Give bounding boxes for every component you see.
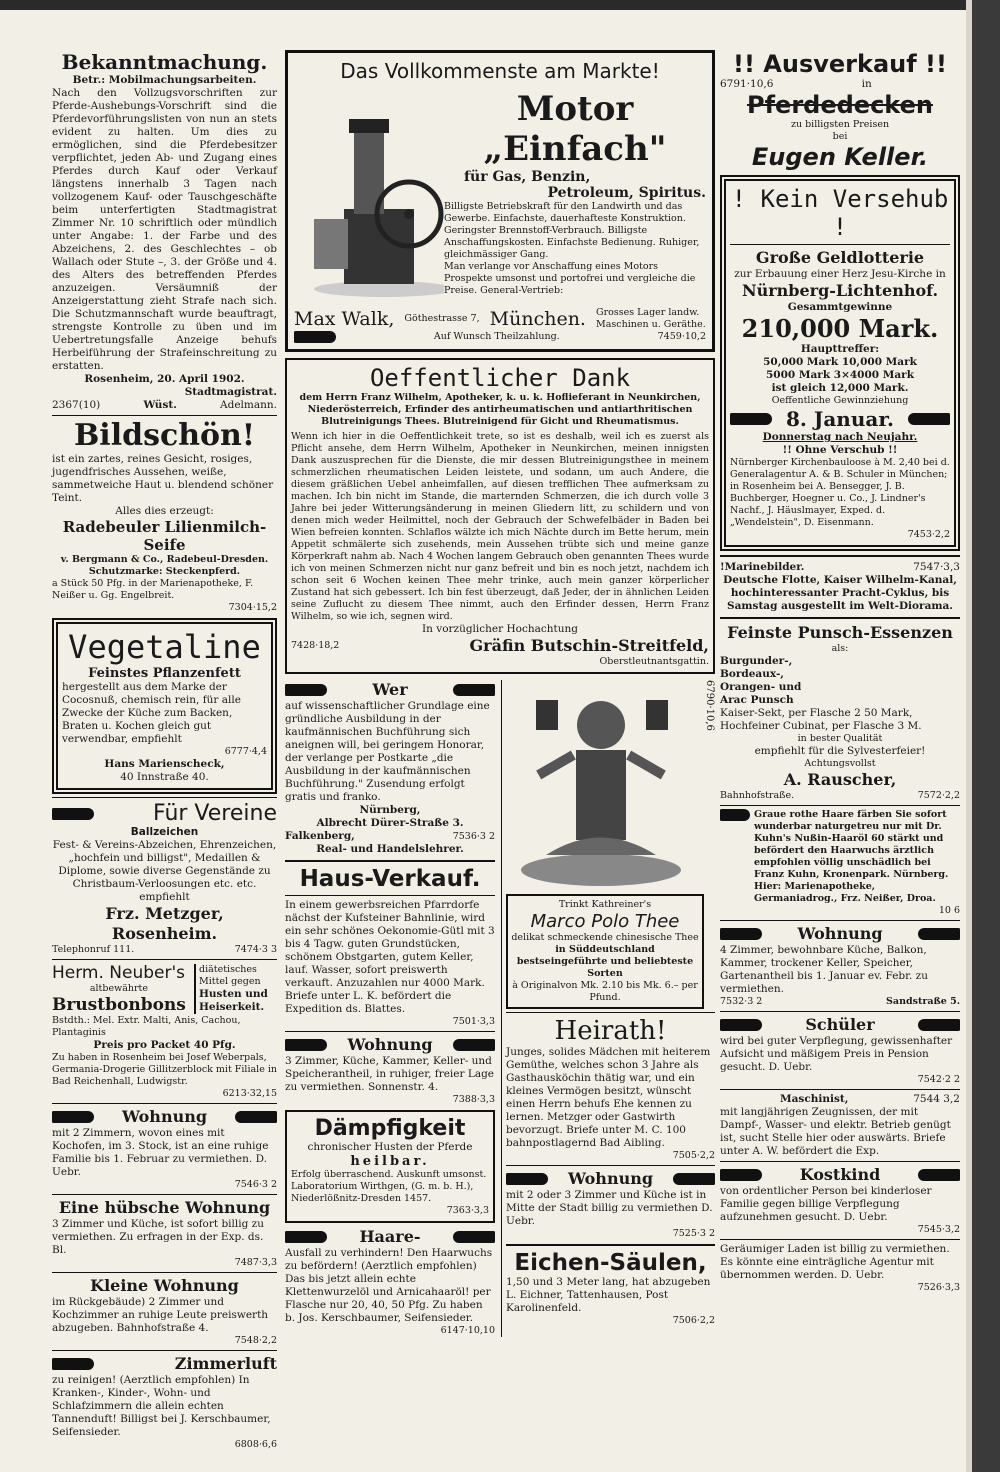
kl-num: 7548·2,2 (234, 1335, 277, 1346)
kv-haupt: Haupttreffer: (800, 343, 880, 355)
haus-text: In einem gewerbsreichen Pfarrdorfe nächst der Kufsteiner Bahnlinie, wird ein sehr schönes Oekonomie-Gütl mit 3 bis 4 Tagw. guten Grundstücken, schönem Obstgarten, gutem Keller, lauf. Wasser, sofort preiswerth verkauft. Anzuzahlen nur 4000 Mark. Briefe unter L. K. befördert die Expedition ds. Blattes. (285, 899, 495, 1015)
ver-firm: Frz. Metzger, Rosenheim. (105, 904, 224, 943)
divider (285, 1031, 495, 1032)
pun-emp: empfiehlt für die Sylvesterfeier! (754, 745, 926, 757)
bek-sig2: Adelmann. (220, 399, 277, 411)
divider (506, 1244, 715, 1246)
ver-text1: Ballzeichen (130, 826, 199, 838)
motor-num: 7459·10,2 (657, 331, 706, 342)
kv-lot: Große Geldlotterie (755, 248, 925, 267)
pun-title: Feinste Punsch-Essenzen (727, 623, 953, 642)
hub-title: Eine hübsche Wohnung (58, 1198, 271, 1217)
pointing-hand-icon (918, 1169, 960, 1181)
divider (506, 1012, 715, 1013)
aus-in: in (861, 78, 872, 90)
veg-num: 6777·4,4 (224, 746, 267, 757)
haar-num: 6147·10,10 (440, 1325, 495, 1336)
pun-qual: in bester Qualität (797, 733, 883, 744)
pointing-hand-icon (52, 1111, 94, 1123)
pun-sekt: Kaiser-Sekt, per Flasche 2 50 Mark, (720, 707, 913, 719)
motor-footer (294, 307, 706, 331)
aus-row (720, 78, 960, 91)
daem-num: 7363·3,3 (446, 1205, 489, 1216)
zim-text: zu reinigen! (Aerztlich empfohlen) In Kranken-, Kinder-, Wohn- und Schlafzimmern die allein echten Tannenduft! Billigst bei J. Kerschbaumer, Seifensieder. (52, 1374, 271, 1438)
kv-sum: 210,000 Mark. (741, 314, 939, 343)
divider (720, 1089, 960, 1090)
sch-num: 7542·2 2 (917, 1074, 960, 1085)
sch-text: wird bei guter Verpflegung, gewissenhafter Aufsicht und mäßigem Preis in Pension gesucht. D. Uebr. (720, 1035, 953, 1073)
pun-addr: Bahnhofstraße. (720, 790, 795, 801)
neuber-header (52, 963, 277, 1015)
kv-t2: 5000 Mark 3×4000 Mark (766, 369, 914, 381)
motor-bottom (294, 331, 706, 343)
pointing-hand-icon (720, 1019, 762, 1031)
dank-title: Oeffentlicher Dank (369, 364, 631, 392)
hub-text: 3 Zimmer und Küche, ist sofort billig zu vermiethen. Zu erfragen in der Exp. ds. Bl. (52, 1218, 264, 1256)
haus-title: Haus-Verkauf. (299, 866, 481, 892)
thee-price: à Originalvon Mk. 2.10 bis Mk. 6.– per Pfund. (512, 980, 698, 1003)
marco-polo-ad (506, 894, 704, 1009)
daem-heil: heilbar. (350, 1154, 430, 1169)
sch-title: Schüler (805, 1015, 875, 1034)
veg-sub: Feinstes Pflanzenfett (88, 666, 241, 681)
pointing-hand-icon (52, 1358, 94, 1370)
kv-num: 7453·2,2 (907, 529, 950, 540)
lad-num: 7526·3,3 (917, 1282, 960, 1293)
eich-text: 1,50 und 3 Meter lang, hat abzugeben L. Eichner, Tattenhausen, Post Karolinenfeld. (506, 1276, 711, 1314)
thee-sub: delikat schmeckende chinesische Thee (511, 932, 699, 943)
kv-lot2: zur Erbauung einer Herz Jesu-Kirche in (734, 268, 946, 280)
aus-price: zu billigsten Preisen (790, 119, 890, 130)
bild-title: Bildschön! (73, 418, 256, 453)
kv-date-row (730, 407, 950, 431)
veg-title: Vegetaline (68, 628, 261, 666)
daem-text2: Erfolg überraschend. Auskunft umsonst. Laboratorium Wirthgen, (G. m. b. H.), Niederlößnitz-Dresden 1457. (291, 1169, 487, 1204)
kv-text: Nürnberger Kirchenbauloose à M. 2,40 bei d. Generalagentur A. & B. Schuler in München; in Rosenheim bei A. Bensegger, J. B. Buchberger, Hoegner u. Co., J. Lindner's Nachf., J. Häuslmayer, Exped. d. „Wendelstein", D. Eisenmann. (730, 457, 950, 528)
divider (285, 860, 495, 862)
woh2-title: Wohnung (347, 1035, 433, 1054)
wer-header (285, 680, 495, 700)
divider (52, 797, 277, 798)
divider (285, 895, 495, 896)
dank-footer (291, 636, 709, 656)
thee-title: Marco Polo Thee (530, 911, 680, 932)
ver-tel: Telephonruf 111. (52, 944, 135, 955)
sch-header (720, 1015, 960, 1035)
haar-title: Haare- (359, 1227, 421, 1246)
divider (52, 415, 277, 416)
deity-illustration-icon (506, 680, 696, 890)
veg-text: hergestellt aus dem Marke der Cocosnuß, chemisch rein, für alle Zwecke der Küche zum Backen, Braten u. Kochen gleich gut verwendbar, empfiehlt (62, 681, 241, 745)
kv-city: Nürnberg-Lichtenhof. (741, 281, 939, 300)
newspaper-page (40, 40, 970, 1450)
eich-num: 7506·2,2 (672, 1315, 715, 1326)
mar-title: !Marinebilder. (720, 561, 805, 573)
neu-num: 6213·32,15 (222, 1088, 277, 1099)
woh4-footer (720, 996, 960, 1008)
wer-name: Falkenberg, (285, 830, 355, 842)
bild-alles: Alles dies erzeugt: (115, 505, 214, 517)
neu-mittel: diätetisches Mittel gegen (199, 964, 261, 987)
bild-firm: v. Bergmann & Co., Radebeul-Dresden. (60, 554, 269, 565)
motor-pay: Auf Wunsch Theilzahlung. (433, 331, 560, 342)
pointing-hand-icon (720, 1169, 762, 1181)
haar2-ad (720, 809, 960, 905)
pointing-hand-icon (52, 808, 94, 820)
wer-num: 7536·3 2 (452, 830, 495, 842)
motor-ad (285, 50, 715, 352)
vegetaline-ad (52, 618, 277, 794)
heir-num: 7505·2,2 (672, 1150, 715, 1161)
woh4-text: 4 Zimmer, bewohnbare Küche, Balkon, Kammer, trockener Keller, Speicher, Gartenantheil bis 1. Januar ev. Febr. zu vermiethen. (720, 944, 928, 995)
dank-sig: Gräfin Butschin-Streitfeld, (469, 636, 709, 655)
ver-footer (52, 944, 277, 956)
pun-firm: A. Rauscher, (783, 770, 897, 789)
pointing-hand-icon (294, 331, 336, 343)
woh1-title: Wohnung (121, 1107, 208, 1126)
pointing-hand-icon (285, 1039, 327, 1051)
zim-header (52, 1354, 277, 1374)
dank-intro: dem Herrn Franz Wilhelm, Apotheker, k. u. k. Hoflieferant in Neunkirchen, Niederösterreich, Erfinder des antirheumatischen und antiarthritischen Blutreinigungs Thees. Blutreinigend für Gicht und Rheumatismus. (299, 392, 701, 427)
kein-versehub-ad (720, 175, 960, 551)
mas-title: Maschinist, (780, 1093, 849, 1105)
pointing-hand-icon (453, 1231, 495, 1243)
zim-title: Zimmerluft (174, 1354, 277, 1373)
wer-addr: Albrecht Dürer-Straße 3. (316, 817, 464, 829)
divider (730, 244, 950, 245)
mar-row (720, 561, 960, 574)
kost-num: 7545·3,2 (917, 1224, 960, 1235)
kost-header (720, 1165, 960, 1185)
bild-price: a Stück 50 Pfg. in der Marienapotheke, F. Neißer u. Gg. Engelbreit. (52, 578, 254, 601)
woh2-text: 3 Zimmer, Küche, Kammer, Keller- und Speicherantheil, in ruhiger, freier Lage zu vermiethen. Sonnenstr. 4. (285, 1055, 495, 1093)
wer-text: auf wissenschaftlicher Grundlage eine gründliche Ausbildung in der kaufmännischen Buchführung sich aneignen will, bei geringem Honorar, der verlange per Postkarte „die Ausbildung in der kaufmännischen Buchführung." Zusendung erfolgt gratis und franko. (285, 700, 490, 803)
divider (52, 1194, 277, 1195)
woh2-num: 7388·3,3 (452, 1094, 495, 1105)
divider (52, 1350, 277, 1351)
wer-city: Nürnberg, (359, 804, 421, 816)
woh3-title: Wohnung (567, 1169, 654, 1188)
pointing-hand-icon (285, 1231, 327, 1243)
pun-als: als: (831, 643, 849, 654)
motor-title: Motor „Einfach" (483, 89, 667, 169)
ver-title: Für Vereine (153, 801, 277, 826)
daem-text: chronischer Husten der Pferde (307, 1141, 473, 1153)
pointing-hand-icon (453, 1039, 495, 1051)
ver-num: 7474·3 3 (234, 944, 277, 955)
kv-ziehung: Oeffentliche Gewinnziehung (771, 395, 909, 406)
motor-head: Das Vollkommenste am Markte! (340, 59, 660, 83)
heir-text: Junges, solides Mädchen mit heiterem Gemüthe, welches schon 3 Jahre als Gasthausköchin thätig war, und ein kleines Vermögen besitzt, wünscht einen Herrn behufs Ehe kennen zu lernen. Metzger oder Gastwirth bevorzugt. Briefe unter M. C. 100 bahnpostlagernd Bad Aibling. (506, 1046, 711, 1149)
pun-acht: Achtungsvollst (804, 758, 876, 769)
aus-item: Pferdedecken (747, 91, 933, 119)
dank-greet: In vorzüglicher Hochachtung (422, 623, 578, 635)
divider (720, 1011, 960, 1012)
veg-addr: 40 Innstraße 40. (120, 771, 209, 783)
bek-text: Nach den Vollzugsvorschriften zur Pferde-Aushebungs-Vorschrift sind die Pferdevorführungslisten von nun an stets evident zu halten. Um dies zu ermöglichen, sind die Pferdebesitzer verpflichtet, jeden Ab- und Zugang eines Pferdes durch Kauf oder Verkauf längstens innerhalb 3 Tagen nach vollzogenem Kauf- oder Tauschgeschäfte beim unterfertigten Stadtmagistrat Zimmer Nr. 10 schriftlich oder mündlich unter Angabe: 1. der Farbe und des Abzeichens, 2. des Geschlechtes – ob Wallach oder Stute –, 3. der Größe und 4. des Alters des betreffenden Pferdes anzuzeigen. Versäumniß der Anzeigerstattung zieht Strafe nach sich. Die Schutzmannschaft wurde beauftragt, strengste Kontrolle zu üben und im Uebertretungsfalle Anzeige behufs Herbeiführung der Strafeinschreitung zu erstatten. (52, 87, 277, 372)
pun-footer (720, 790, 960, 802)
wer-role: Real- und Handelslehrer. (316, 843, 464, 855)
veg-firm: Hans Marienscheck, (104, 758, 225, 770)
motor-firm: Max Walk, (294, 308, 395, 330)
motor-for2: Petroleum, Spiritus. (547, 185, 706, 201)
haar2-text: Graue rothe Haare färben Sie sofort wunderbar naturgetreu nur mit Dr. Kuhn's Nußin-Haaröl 60 stärkt und befördert den Haarwuchs ärztlich empfohlen völlig unschädlich bei Franz Kuhn, Kronenpark. Nürnberg. Hier: Marienapotheke, Germaniadrog., Frz. Neißer, Droa. (754, 809, 949, 904)
daempfigkeit-ad (285, 1110, 495, 1223)
page-edge-dark (972, 0, 1000, 1472)
divider (52, 959, 277, 960)
pointing-hand-icon (720, 928, 762, 940)
woh4-header (720, 924, 960, 944)
thee-brand: Trinkt Kathreiner's (558, 899, 652, 910)
wer-namerow (285, 830, 495, 843)
haus-num: 7501·3,3 (452, 1016, 495, 1027)
haar2-num: 10 6 (938, 905, 960, 916)
bek-num: 2367(10) (52, 399, 101, 411)
woh3-header (506, 1169, 715, 1189)
neu-name: Herm. Neuber's (52, 963, 186, 983)
divider (720, 617, 960, 619)
divider (720, 1239, 960, 1240)
dank-text: Wenn ich hier in die Oeffentlichkeit trete, so ist es deshalb, weil ich es zuerst als Pflicht ansehe, dem Herrn Wilhelm, Apotheker in Neunkirchen, meinen innigsten Dank auszusprechen für die Dienste, die mir dessen Blutreinigungsthee in meinem schmerzlichen rheumatischen Leiden leistete, und sodann, um auch Andere, die diesem gräßlichen Uebel anheimfallen, auf diesen trefflichen Thee aufmerksam zu machen. Ich bin nicht im Stande, die marternden Schmerzen, die ich durch volle 3 Jahre bei jeder Witterungsänderung in meinen Gliedern litt, zu schildern und von denen mich weder Heilmittel, noch der Gebrauch der Schwefelbäder in Baden bei Wien befreien konnten. Schlaflos wälzte ich mich Nächte durch im Bette herum, mein Appetit schmälerte sich zusehends, mein Aussehen trübte sich und meine ganze Körperkraft nahm ab. Nach 4 Wochen langem Gebrauch oben genannten Thees wurde ich von meinen Schmerzen nicht nur ganz befreit und bin es noch jetzt, nachdem ich schon seit 6 Wochen keinen Thee mehr trinke, auch mein ganzer körperlicher Zustand hat sich gebessert. Ich bin fest überzeugt, daß Jeder, der in ähnlichen Leiden seine Zuflucht zu diesem Thee nimmt, auch den Erfinder dessen, Herrn Franz Wilhelm, so wie ich, segnen wird. (291, 431, 709, 622)
zim-num: 6808·6,6 (234, 1439, 277, 1450)
kv-ohne: !! Ohne Verschub !! (782, 444, 898, 456)
pointing-hand-icon (673, 1173, 715, 1185)
neu-text: Bstdth.: Mel. Extr. Malti, Anis, Cachou, Plantaginis (52, 1015, 241, 1038)
ver-header (52, 801, 277, 826)
mas-row (720, 1093, 960, 1106)
divider (720, 920, 960, 921)
kl-title: Kleine Wohnung (90, 1276, 239, 1295)
lad-text: Geräumiger Laden ist billig zu vermiethen. Es könnte eine einträgliche Agentur mit übernommen werden. D. Uebr. (720, 1243, 950, 1281)
divider (52, 1103, 277, 1104)
neu-brust: Brustbonbons (52, 995, 186, 1015)
haar-text: Ausfall zu verhindern! Den Haarwuchs zu befördern! (Aerztlich empfohlen) Das bis jetzt allein echte Klettenwurzelöl und Arnicahaaröl! per Flasche nur 20, 40, 50 Pfg. Zu haben b. Jos. Kerschbaumer, Seifensieder. (285, 1247, 493, 1324)
bek-title: Bekanntmachung. (61, 50, 268, 74)
kv-day: Donnerstag nach Neujahr. (762, 431, 918, 443)
pun-list: Burgunder-, Bordeaux-, Orangen- und Arac Punsch (720, 655, 802, 706)
hub-num: 7487·3,3 (234, 1257, 277, 1268)
pun-cub: Hochfeiner Cubinat, per Flasche 3 M. (720, 720, 922, 732)
kv-title: ! Kein Versehub ! (731, 185, 949, 241)
bek-footer (52, 399, 277, 412)
thee-sub2: in Süddeutschland bestseingeführte und beliebteste Sorten (516, 944, 694, 979)
pointing-hand-icon (918, 928, 960, 940)
woh1-text: mit 2 Zimmern, wovon eines mit Kochofen, im 3. Stock, ist an eine ruhige Familie bis 1. Februar zu vermiethen. D. Uebr. (52, 1127, 269, 1178)
woh4-num: 7532·3 2 (720, 996, 763, 1007)
wer-title: Wer (372, 680, 408, 699)
mar-num: 7547·3,3 (913, 561, 960, 573)
pointing-hand-icon (235, 1111, 277, 1123)
dank-num: 7428·18,2 (291, 640, 340, 651)
eich-title: Eichen-Säulen, (514, 1250, 707, 1276)
bild-mark: Schutzmarke: Steckenpferd. (88, 566, 241, 577)
kost-title: Kostkind (799, 1165, 881, 1184)
dank-ad (285, 358, 715, 674)
kv-t1: 50,000 Mark 10,000 Mark (763, 356, 917, 368)
aus-firm: Eugen Keller. (751, 143, 929, 171)
kl-text: im Rückgebäude) 2 Zimmer und Kochzimmer an ruhige Leute preiswerth abzugeben. Bahnhofstraße 4. (52, 1296, 269, 1334)
pointing-hand-icon (506, 1173, 548, 1185)
woh4-addr: Sandstraße 5. (886, 996, 960, 1007)
motor-text: Billigste Betriebskraft für den Landwirth und das Gewerbe. Einfachste, dauerhafteste Konstruktion. Geringster Brennstoff-Verbrauch. Billigste Anschaffungskosten. Einfachste Bedienung. Ruhiger, gleichmässiger Gang. (444, 201, 700, 260)
motor-addr: Göthestrasse 7, (404, 313, 480, 324)
thee-num: 6790·10,6 (704, 680, 715, 731)
aus-bei: bei (832, 131, 848, 142)
page-top-edge (0, 0, 1000, 10)
pointing-hand-icon (285, 684, 327, 696)
mas-text: mit langjährigen Zeugnissen, der mit Dampf-, Wasser- und elektr. Betrieb genügt ist, sucht Stelle hier oder auswärts. Briefe unter A. W. befördert die Exp. (720, 1106, 951, 1157)
bild-text: ist ein zartes, reines Gesicht, rosiges, jugendfrisches Aussehen, weiße, sammetweiche Haut u. blendend schöner Teint. (52, 453, 274, 504)
divider (720, 555, 960, 557)
neu-where: Zu haben in Rosenheim bei Josef Weberpals, Germania-Drogerie Gillitzerblock mit Filiale in Bad Reichenhall, Ludwigstr. (52, 1052, 278, 1087)
daem-title: Dämpfigkeit (314, 1116, 466, 1141)
divider (720, 805, 960, 806)
woh1-num: 7546·3 2 (234, 1179, 277, 1190)
mas-num: 7544 3,2 (913, 1093, 960, 1105)
motor-city: München. (489, 308, 586, 330)
bek-auth: Stadtmagistrat. (184, 386, 277, 398)
pun-num: 7572·2,2 (917, 790, 960, 801)
pointing-hand-icon (918, 1019, 960, 1031)
woh3-text: mit 2 oder 3 Zimmer und Küche ist in Mitte der Stadt billig zu vermiethen D. Uebr. (506, 1189, 713, 1227)
neu-price: Preis pro Packet 40 Pfg. (93, 1039, 236, 1051)
bek-sig1: Wüst. (143, 399, 177, 411)
motor-for: für Gas, Benzin, (464, 169, 591, 185)
kv-date: 8. Januar. (786, 407, 894, 431)
pointing-hand-icon (730, 413, 772, 425)
motor-text2: Man verlange vor Anschaffung eines Motors Prospekte umsonst und portofrei und vergleiche die Preise. General-Vertrieb: (444, 261, 696, 296)
divider (52, 1272, 277, 1273)
haar-header (285, 1227, 495, 1247)
pointing-hand-icon (453, 684, 495, 696)
pointing-hand-icon (908, 413, 950, 425)
neu-alt: altbewährte (89, 983, 148, 994)
mar-text: Deutsche Flotte, Kaiser Wilhelm-Kanal, hochinteressanter Pracht-Cyklus, bis Samstag ausgestellt im Welt-Diorama. (723, 574, 957, 612)
woh3-num: 7525·3 2 (672, 1228, 715, 1239)
kv-t3: ist gleich 12,000 Mark. (771, 382, 909, 394)
bek-place: Rosenheim, 20. April 1902. (84, 373, 245, 385)
dank-rank: Oberstleutnantsgattin. (599, 656, 709, 667)
ver-text2: Fest- & Vereins-Abzeichen, Ehrenzeichen, „hochfein und billigst", Medaillen & Diplome, sowie diverse Gegenstände zu Christbaum-Verloosungen etc. etc. empfiehlt (52, 839, 277, 903)
aus-title: !! Ausverkauf !! (733, 50, 947, 78)
column-right (720, 50, 960, 1294)
motor-lager: Grosses Lager landw. Maschinen u. Geräthe. (595, 307, 706, 330)
kv-ges: Gesammtgewinne (787, 301, 893, 313)
pointing-hand-icon (720, 809, 750, 821)
woh4-title: Wohnung (797, 924, 883, 943)
neu-husten: Husten und Heiserkeit. (199, 988, 268, 1013)
aus-num: 6791·10,6 (720, 78, 774, 90)
engine-icon (294, 89, 444, 299)
motor-illustration (294, 89, 444, 303)
divider (506, 1165, 715, 1166)
bild-num: 7304·15,2 (228, 602, 277, 613)
bild-product: Radebeuler Lilienmilch-Seife (62, 518, 267, 554)
column-middle (285, 50, 715, 1337)
divider (720, 1161, 960, 1162)
heir-title: Heirath! (554, 1016, 667, 1046)
column-left (52, 50, 277, 1451)
woh1-header (52, 1107, 277, 1127)
bek-betr: Betr.: Mobilmachungsarbeiten. (72, 74, 257, 86)
kost-text: von ordentlicher Person bei kinderloser Familie gegen billige Verpflegung aufzunehmen gesucht. D. Uebr. (720, 1185, 932, 1223)
woh2-header (285, 1035, 495, 1055)
